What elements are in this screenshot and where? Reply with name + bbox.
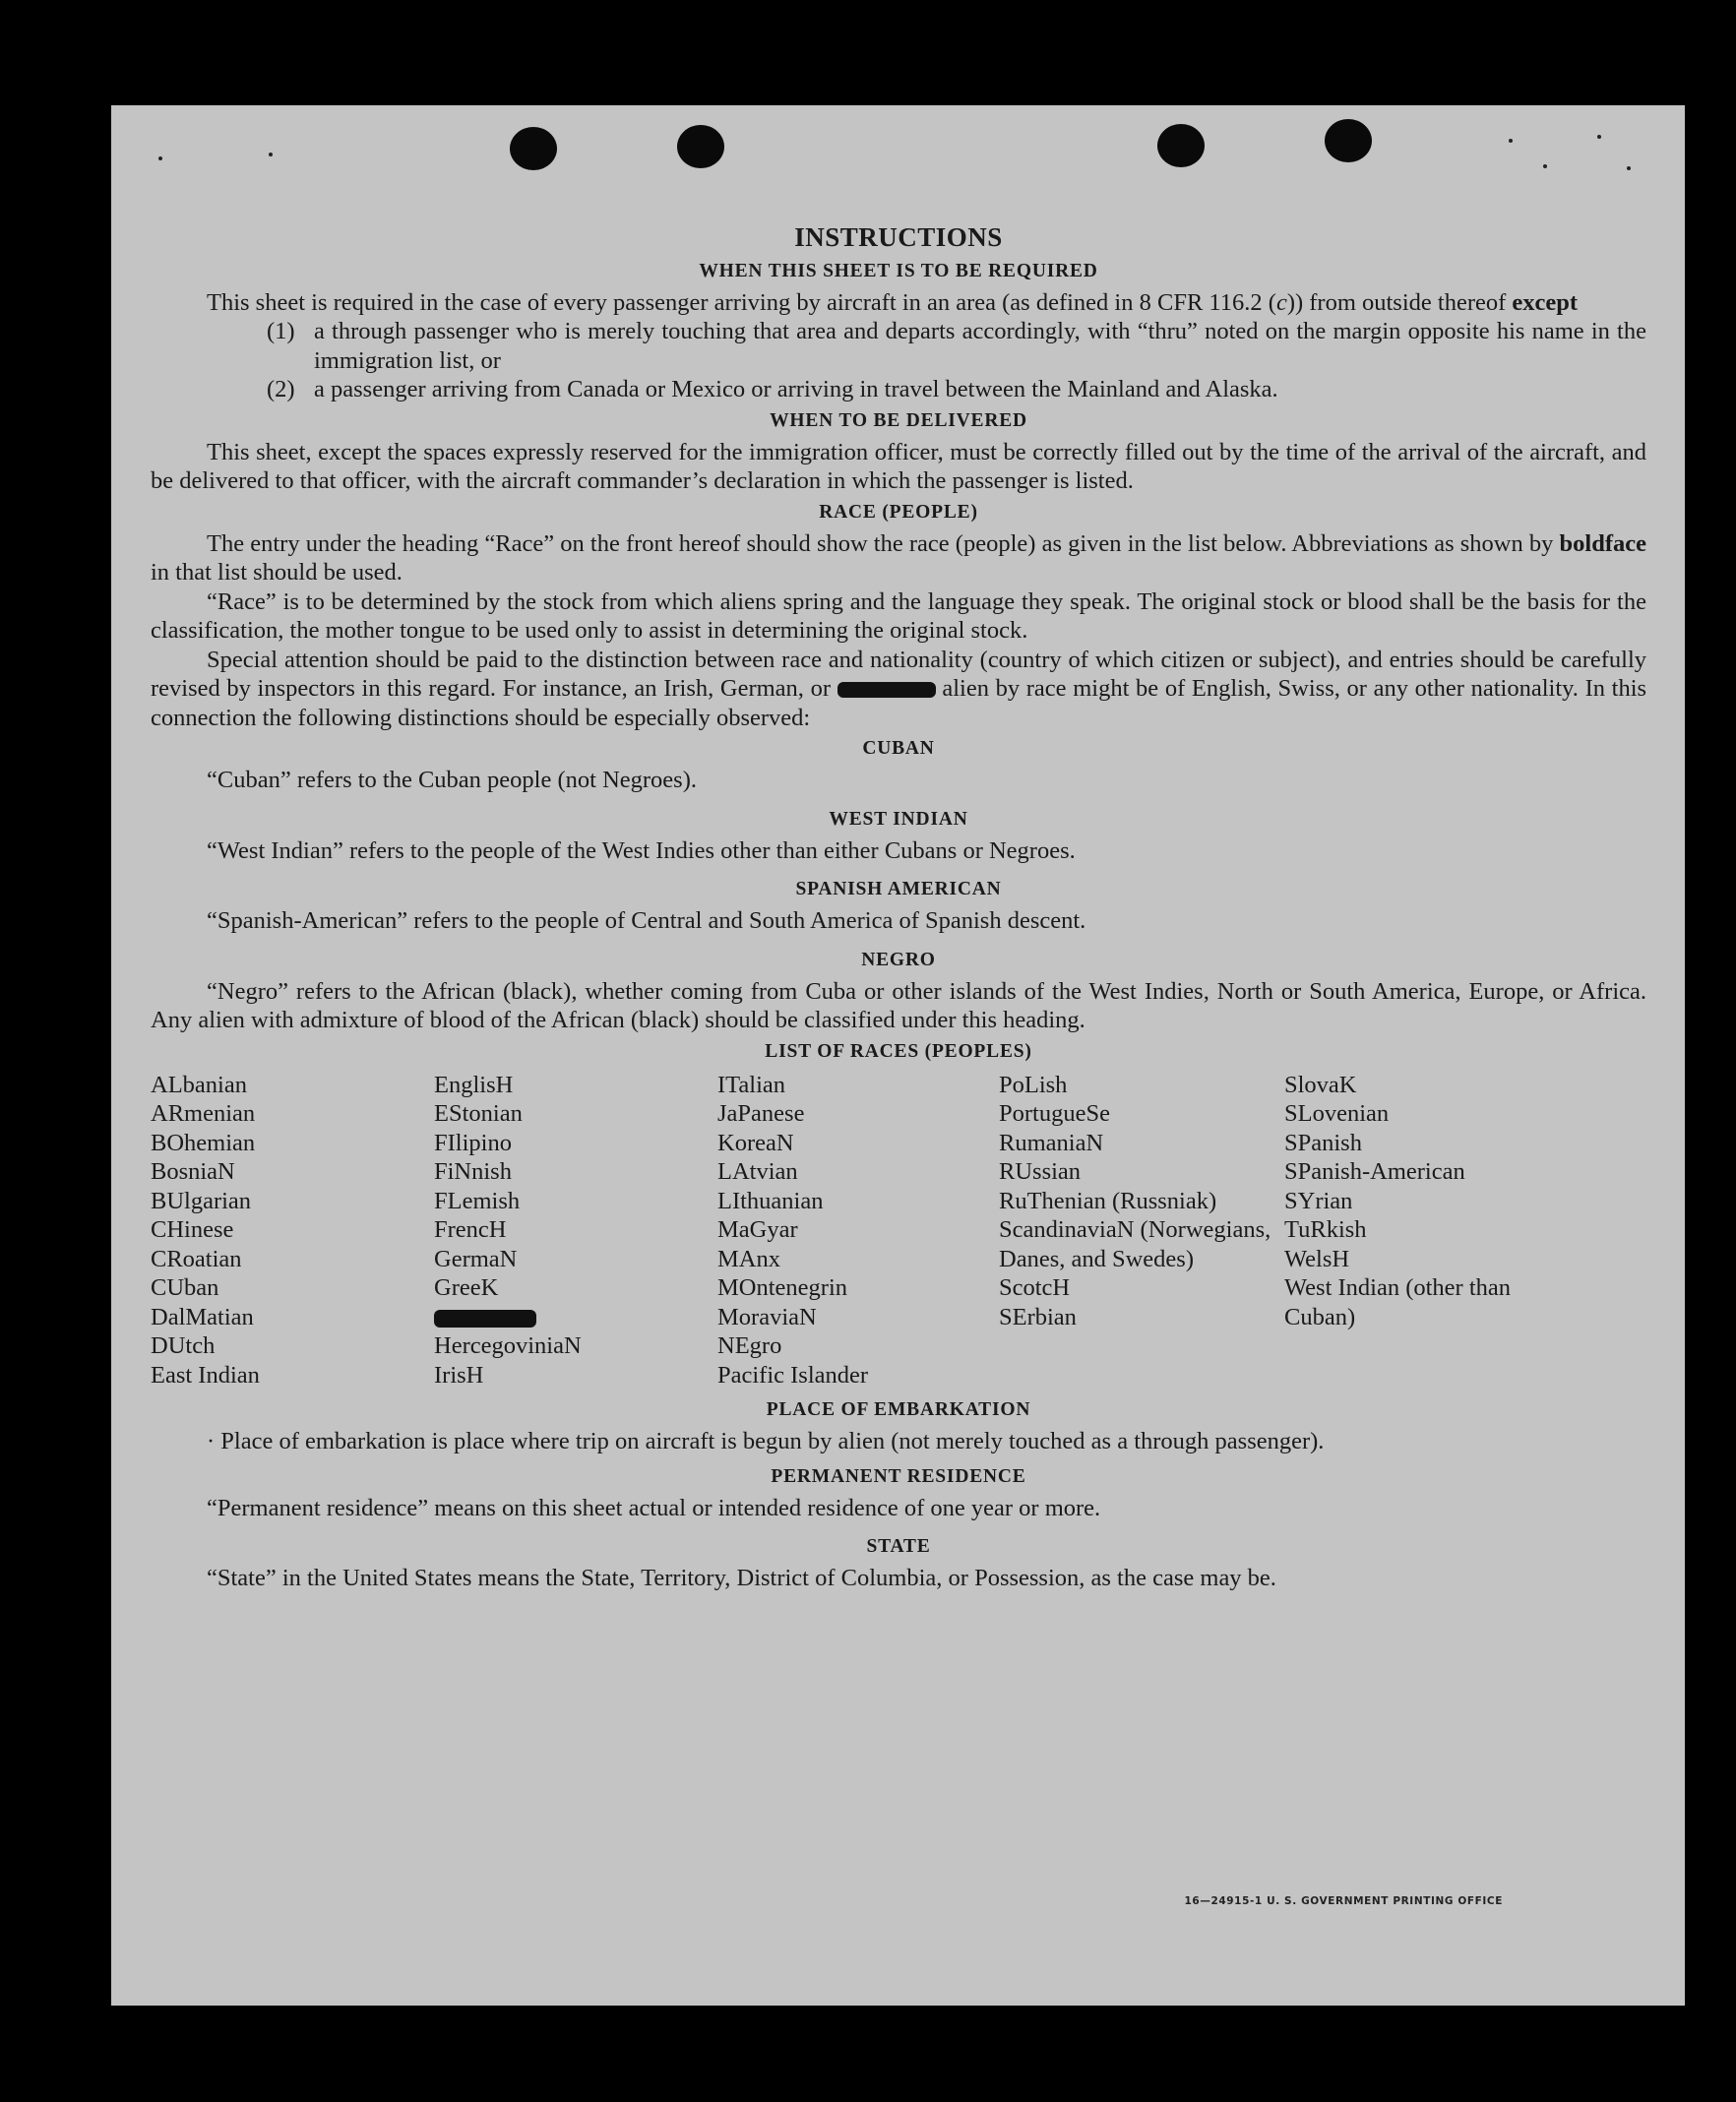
- race-entry: FIlipino: [434, 1129, 512, 1156]
- races-column-5: [1284, 1071, 1540, 1391]
- document-sheet: [111, 105, 1685, 2006]
- race-entry: DUtch: [151, 1332, 216, 1359]
- race-entry: IrisH: [434, 1361, 484, 1389]
- race-entry: Pacific Islander: [717, 1361, 869, 1389]
- race-entry: MoraviaN: [717, 1303, 817, 1330]
- race-entry: MaGyar: [717, 1216, 798, 1243]
- speck: [1509, 139, 1513, 143]
- race-entry: SPanish-American: [1284, 1158, 1465, 1185]
- race-entry: LAtvian: [717, 1158, 798, 1185]
- race-entry: FrencH: [434, 1216, 507, 1243]
- spanish-american-text: “Spanish-American” refers to the people of Central and South America of Spanish descent.: [207, 907, 1086, 934]
- instructions-content: [151, 223, 1646, 1593]
- race-entry: HercegoviniaN: [434, 1332, 582, 1359]
- redaction-mark: [837, 682, 936, 698]
- redaction-mark: [434, 1310, 536, 1328]
- speck: [1597, 135, 1601, 139]
- race-entry: ARmenian: [151, 1100, 256, 1127]
- state-text: “State” in the United States means the State, Territory, District of Columbia, or Possession, as the case may be.: [207, 1565, 1276, 1591]
- race-entry: SYrian: [1284, 1187, 1353, 1214]
- punch-hole: [1325, 119, 1372, 162]
- embarkation-text: · Place of embarkation is place where trip on aircraft is begun by alien (not merely touched as a through passenger).: [207, 1428, 1325, 1454]
- speck: [1627, 166, 1631, 170]
- race-entry: DalMatian: [151, 1303, 254, 1330]
- race-entry: GreeK: [434, 1274, 499, 1301]
- race-entry: West Indian (other than Cuban): [1284, 1274, 1512, 1330]
- exception-item-2: (2) a passenger arriving from Canada or Mexico or arriving in travel between the Mainland and Alaska.: [267, 376, 1278, 402]
- race-entry: SLovenian: [1284, 1100, 1390, 1127]
- heading-cuban: CUBAN: [862, 738, 935, 759]
- punch-hole: [677, 125, 724, 168]
- exception-item-1: (1) a through passenger who is merely touching that area and departs accordingly, with “thru” noted on the margin opposite his name in the immigration list, or: [267, 318, 1646, 374]
- race-entry: ScandinaviaN (Norwegians, Danes, and Swedes): [999, 1216, 1271, 1272]
- heading-permanent-residence: PERMANENT RESIDENCE: [771, 1465, 1026, 1487]
- race-entry: CUban: [151, 1274, 219, 1301]
- heading-embarkation: PLACE OF EMBARKATION: [766, 1399, 1031, 1420]
- race-entry: FLemish: [434, 1187, 521, 1214]
- race-entry: SPanish: [1284, 1129, 1362, 1156]
- race-entry: RUssian: [999, 1158, 1082, 1185]
- race-paragraph-1: The entry under the heading “Race” on the front hereof should show the race (people) as given in the list below. Abbreviations as shown by boldface in that list should be used.: [151, 529, 1646, 586]
- permanent-residence-text: “Permanent residence” means on this sheet actual or intended residence of one year or more.: [207, 1494, 1101, 1521]
- punch-hole: [1157, 124, 1205, 167]
- race-entry: LIthuanian: [717, 1187, 824, 1214]
- race-entry: CHinese: [151, 1216, 234, 1243]
- race-paragraph-2: “Race” is to be determined by the stock from which aliens spring and the language they speak. The original stock or blood shall be the basis for the classification, the mother tongue to be used only to assist in determining the original stock.: [151, 587, 1646, 644]
- race-entry: EStonian: [434, 1100, 523, 1127]
- race-entry: TuRkish: [1284, 1216, 1367, 1243]
- race-entry: ScotcH: [999, 1274, 1071, 1301]
- race-paragraph-3: Special attention should be paid to the distinction between race and nationality (country of which citizen or subject), and entries should be carefully revised by inspectors in this regard. For instance, an Irish, German, or alien by race might be of English, Swiss, or any other nationality. In this connection the following distinctions should be especially observed:: [151, 646, 1647, 731]
- race-entry: SErbian: [999, 1303, 1077, 1330]
- punch-hole: [510, 127, 557, 170]
- races-list: [151, 1071, 1646, 1391]
- race-entry: PortugueSe: [999, 1100, 1110, 1127]
- race-entry: ITalian: [717, 1071, 786, 1098]
- printer-mark: 16—24915-1 U. S. GOVERNMENT PRINTING OFFICE: [1184, 1895, 1503, 1907]
- heading-state: STATE: [866, 1536, 931, 1557]
- race-entry: RumaniaN: [999, 1129, 1104, 1156]
- race-entry: SlovaK: [1284, 1071, 1357, 1098]
- heading-race: RACE (PEOPLE): [819, 501, 978, 523]
- races-column-4: [999, 1071, 1284, 1391]
- speck: [269, 153, 273, 156]
- negro-text: “Negro” refers to the African (black), whether coming from Cuba or other islands of the West Indies, North or South America, Europe, or Africa. Any alien with admixture of blood of the African (black) should be classified under this heading.: [151, 977, 1646, 1033]
- heading-negro: NEGRO: [861, 949, 936, 970]
- speck: [158, 156, 162, 160]
- race-entry: PoLish: [999, 1071, 1068, 1098]
- race-entry: KoreaN: [717, 1129, 794, 1156]
- race-entry: FiNnish: [434, 1158, 512, 1185]
- races-column-3: [717, 1071, 999, 1391]
- speck: [1543, 164, 1547, 168]
- heading-when-required: WHEN THIS SHEET IS TO BE REQUIRED: [699, 260, 1098, 281]
- heading-when-delivered: WHEN TO BE DELIVERED: [770, 409, 1027, 431]
- race-entry: East Indian: [151, 1361, 260, 1389]
- page-title: INSTRUCTIONS: [794, 222, 1003, 252]
- race-entry: WelsH: [1284, 1245, 1350, 1272]
- heading-spanish-american: SPANISH AMERICAN: [795, 879, 1002, 899]
- race-entry: EnglisH: [434, 1071, 514, 1098]
- race-entry: GermaN: [434, 1245, 518, 1272]
- race-entry: NEgro: [717, 1332, 782, 1359]
- race-entry: JaPanese: [717, 1100, 805, 1127]
- race-entry-redacted: [434, 1303, 717, 1332]
- races-column-2: [434, 1071, 717, 1391]
- when-required-intro: This sheet is required in the case of every passenger arriving by aircraft in an area (as defined in 8 CFR 116.2 (c)) from outside thereof except: [207, 288, 1579, 316]
- cuban-text: “Cuban” refers to the Cuban people (not Negroes).: [207, 767, 697, 793]
- race-entry: RuThenian (Russniak): [999, 1187, 1217, 1214]
- race-entry: BosniaN: [151, 1158, 235, 1185]
- heading-west-indian: WEST INDIAN: [829, 808, 968, 830]
- west-indian-text: “West Indian” refers to the people of the West Indies other than either Cubans or Negroes.: [207, 836, 1076, 864]
- race-entry: BUlgarian: [151, 1187, 252, 1214]
- race-entry: ALbanian: [151, 1071, 247, 1098]
- race-entry: MAnx: [717, 1245, 780, 1272]
- race-entry: CRoatian: [151, 1245, 242, 1272]
- races-column-1: [151, 1071, 434, 1391]
- when-delivered-text: This sheet, except the spaces expressly reserved for the immigration officer, must be correctly filled out by the time of the arrival of the aircraft, and be delivered to that officer, with the aircraft commander’s declaration in which the passenger is listed.: [151, 438, 1646, 494]
- race-entry: BOhemian: [151, 1129, 256, 1156]
- race-entry: MOntenegrin: [717, 1274, 847, 1301]
- heading-list-of-races: LIST OF RACES (PEOPLES): [765, 1040, 1032, 1062]
